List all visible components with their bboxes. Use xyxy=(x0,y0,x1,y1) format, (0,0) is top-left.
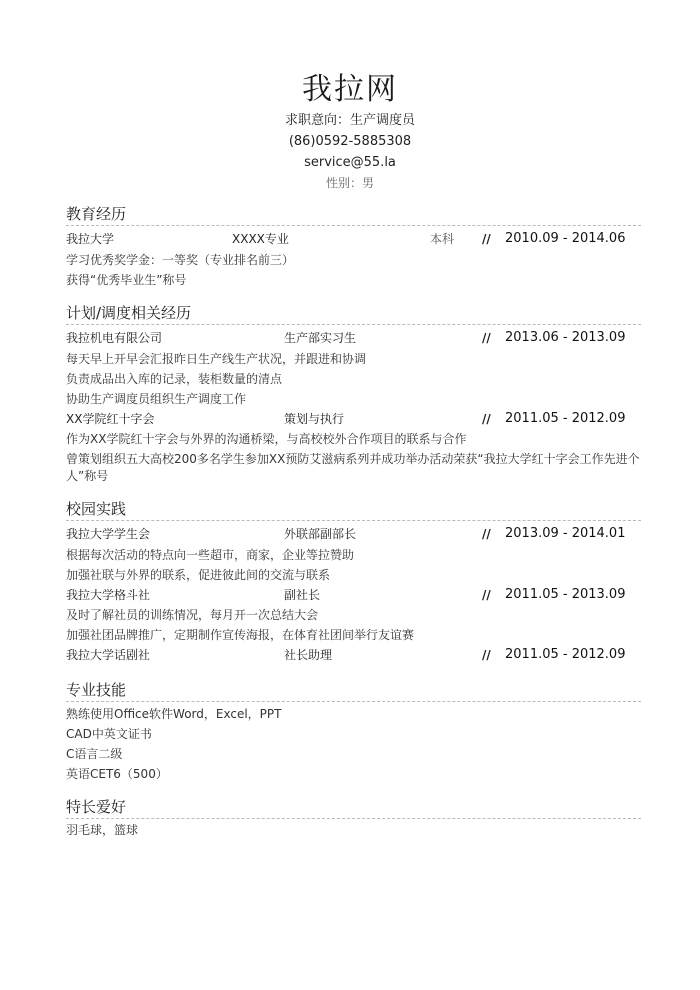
email-address: service@55.la xyxy=(304,155,396,170)
section-title: 特长爱好 xyxy=(66,797,641,819)
experience-entry xyxy=(66,409,641,429)
organization: XX学院红十字会 xyxy=(66,412,155,426)
role: 策划与执行 xyxy=(284,412,345,426)
applicant-name: 我拉网 xyxy=(302,72,398,107)
separator: // xyxy=(482,232,491,246)
organization: 我拉大学格斗社 xyxy=(66,588,151,602)
section-title: 专业技能 xyxy=(66,680,641,702)
experience-entry xyxy=(66,523,641,545)
list-item: 学习优秀奖学金：一等奖（专业排名前三） xyxy=(66,253,295,267)
list-item: 根据每次活动的特点向一些超市，商家，企业等拉赞助 xyxy=(66,548,355,562)
date-range: 2011.05 - 2012.09 xyxy=(505,411,626,426)
separator: // xyxy=(482,588,491,602)
role: 外联部副部长 xyxy=(284,527,357,541)
list-item: 羽毛球，篮球 xyxy=(66,823,139,837)
list-item: 熟练使用Office软件Word，Excel，PPT xyxy=(66,707,282,721)
list-item: 及时了解社员的训练情况，每月开一次总结大会 xyxy=(66,608,319,622)
date-range: 2011.05 - 2012.09 xyxy=(505,647,626,662)
skills-section xyxy=(66,680,641,784)
list-item: 协助生产调度员组织生产调度工作 xyxy=(66,392,247,406)
date-range: 2010.09 - 2014.06 xyxy=(505,231,626,246)
list-item: 曾策划组织五大高校200多名学生参加XX预防艾滋病系列并成功举办活动荣获“我拉大学红十字会工作先进个人”称号 xyxy=(66,452,640,483)
list-item: 负责成品出入库的记录，装柜数量的清点 xyxy=(66,372,283,386)
list-item: 每天早上开早会汇报昨日生产线生产状况，并跟进和协调 xyxy=(66,352,367,366)
experience-entry xyxy=(66,585,641,605)
role: 生产部实习生 xyxy=(284,331,357,345)
list-item: 获得“优秀毕业生”称号 xyxy=(66,273,187,287)
experience-entry xyxy=(66,327,641,349)
experience-entry xyxy=(66,645,641,665)
separator: // xyxy=(482,648,491,662)
list-item: 加强社联与外界的联系，促进彼此间的交流与联系 xyxy=(66,568,331,582)
list-item: 加强社团品牌推广，定期制作宣传海报，在体育社团间举行友谊赛 xyxy=(66,628,415,642)
education-entry xyxy=(66,228,641,250)
section-title: 教育经历 xyxy=(66,204,641,226)
work-section xyxy=(66,303,641,486)
gender: 性别：男 xyxy=(325,176,374,190)
resume-header xyxy=(0,70,700,194)
education-section xyxy=(66,204,641,290)
job-objective: 求职意向：生产调度员 xyxy=(284,113,415,128)
campus-section xyxy=(66,499,641,665)
phone-number: (86)0592-5885308 xyxy=(288,134,412,149)
organization: 我拉大学学生会 xyxy=(66,527,151,541)
separator: // xyxy=(482,527,491,541)
list-item: CAD中英文证书 xyxy=(66,727,152,741)
separator: // xyxy=(482,412,491,426)
date-range: 2013.06 - 2013.09 xyxy=(505,330,626,345)
organization: 我拉大学话剧社 xyxy=(66,648,151,662)
role: 社长助理 xyxy=(284,648,333,662)
list-item: 作为XX学院红十字会与外界的沟通桥梁，与高校校外合作项目的联系与合作 xyxy=(66,432,467,446)
section-title: 校园实践 xyxy=(66,499,641,521)
organization: 我拉机电有限公司 xyxy=(66,331,163,345)
major: XXXX专业 xyxy=(232,232,289,246)
list-item: 英语CET6（500） xyxy=(66,767,168,781)
separator: // xyxy=(482,331,491,345)
school-name: 我拉大学 xyxy=(66,232,115,246)
date-range: 2011.05 - 2013.09 xyxy=(505,587,626,602)
date-range: 2013.09 - 2014.01 xyxy=(505,526,626,541)
hobbies-section xyxy=(66,797,641,840)
section-title: 计划/调度相关经历 xyxy=(66,303,641,325)
list-item: C语言二级 xyxy=(66,747,123,761)
degree: 本科 xyxy=(430,232,455,246)
role: 副社长 xyxy=(284,588,321,602)
